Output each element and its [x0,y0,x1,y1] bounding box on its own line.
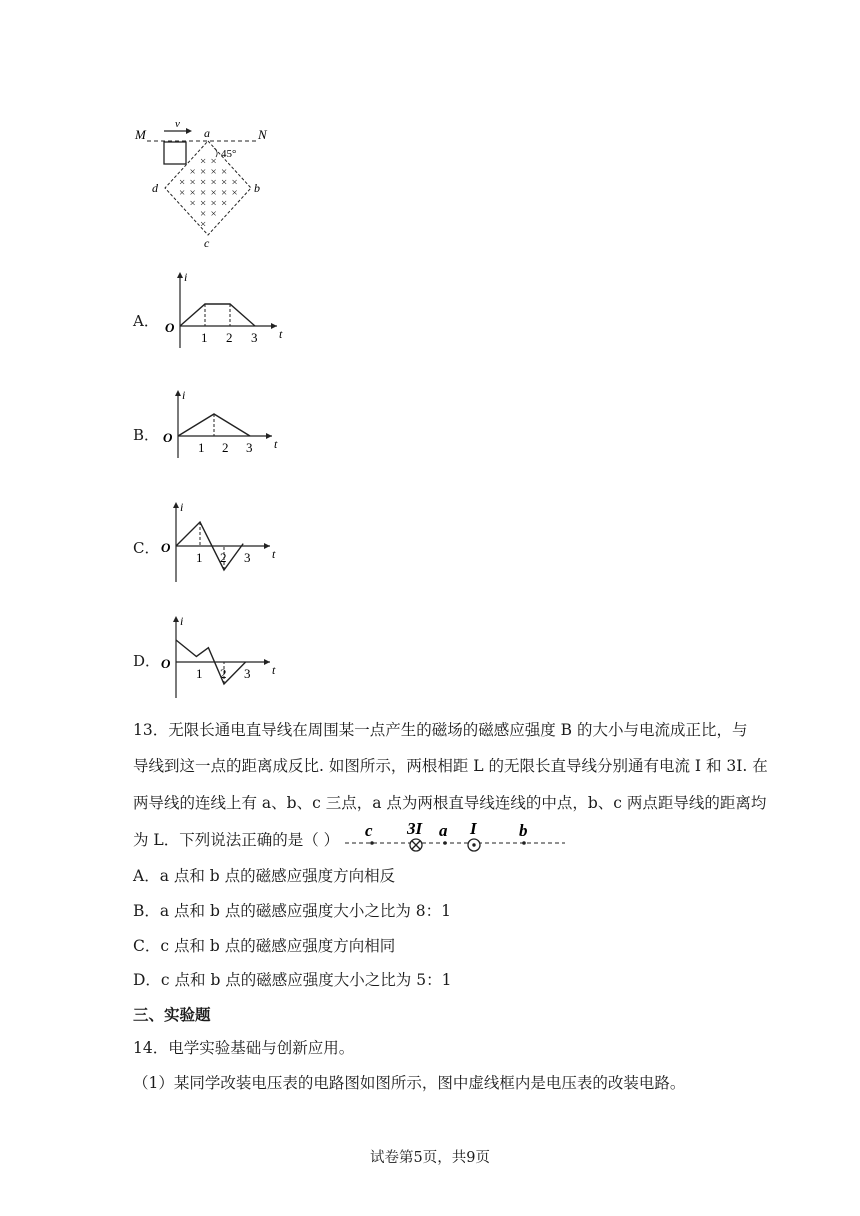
wires-figure [345,818,570,854]
label-angle: 45° [221,148,237,160]
q13-line-3: 两导线的连线上有 a、b、c 三点，a 点为两根直导线连线的中点，b、c 两点距导线的距离均 [133,794,767,812]
i-axis-arrow [177,272,183,278]
t-axis-arrow [266,433,272,439]
t-label: t [272,663,276,677]
cross-mark: × [200,197,207,210]
t-axis-arrow [264,543,270,549]
q13-option-c: C．c 点和 b 点的磁感应强度方向相同 [133,937,396,955]
q13-option-b: B．a 点和 b 点的磁感应强度大小之比为 8：1 [133,902,451,920]
cross-mark: × [210,176,217,189]
tick-label: 1 [196,550,203,565]
q14-line-1: 14．电学实验基础与创新应用。 [133,1039,355,1057]
cross-mark: × [200,187,207,199]
cross-mark: × [189,166,196,178]
cross-mark: × [221,187,228,199]
square-loop [164,142,186,164]
cross-mark: × [200,218,207,231]
tick-label: 3 [244,666,251,681]
label-d: d [152,181,158,195]
label-c: c [204,236,210,250]
diamond-field [165,141,251,235]
option-a-letter: A． [133,312,159,330]
t-label: t [279,327,283,341]
tick-label: 2 [222,440,229,455]
cross-mark: × [189,187,196,199]
option-a-graph [160,268,290,350]
origin-label: O [161,656,171,671]
label-b: b [254,181,260,195]
tick-label: 2 [220,550,227,565]
cross-mark: × [179,187,186,199]
tick-label: 2 [220,666,227,681]
option-d-letter: D． [133,652,161,670]
option-d-graph [160,612,290,700]
cross-mark: × [231,176,238,189]
origin-label: O [161,540,171,555]
q13-line-4: 为 L．下列说法正确的是（ ） [133,831,340,849]
cross-mark: × [189,176,196,189]
cross-mark: × [221,197,228,210]
t-axis-arrow [264,659,270,665]
cross-mark: × [221,176,228,189]
t-label: t [272,547,276,561]
tick-label: 3 [246,440,253,455]
cross-mark: × [189,197,196,210]
cross-mark: × [210,155,217,168]
cross-mark: × [200,166,207,178]
label-a: a [204,126,210,140]
origin-label: O [165,320,175,335]
tick-label: 3 [251,330,258,345]
label-c2: c [365,821,373,840]
loop-field-figure [130,118,280,253]
label-3I: 3I [407,819,423,838]
i-axis-arrow [173,616,179,622]
q13-line-1: 13．无限长通电直导线在周围某一点产生的磁场的磁感应强度 B 的大小与电流成正比，与 [133,721,748,739]
section-heading: 三、实验题 [133,1005,211,1024]
q13-line-2: 导线到这一点的距离成反比. 如图所示，两根相距 L 的无限长直导线分别通有电流 I 和 3I. 在 [133,757,768,775]
label-I: I [470,819,477,838]
tick-label: 1 [198,440,205,455]
cross-mark: × [210,208,217,220]
tick-label: 3 [244,550,251,565]
option-b-letter: B． [133,426,160,444]
cross-mark: × [200,176,207,189]
q13-option-a: A．a 点和 b 点的磁感应强度方向相反 [133,867,396,885]
q14-line-2: （1）某同学改装电压表的电路图如图所示，图中虚线框内是电压表的改装电路。 [133,1074,686,1092]
label-v: v [175,118,180,130]
q13-option-d: D．c 点和 b 点的磁感应强度大小之比为 5：1 [133,971,452,989]
i-axis-arrow [173,502,179,508]
cross-mark: × [200,208,207,220]
cross-mark: × [221,166,228,178]
i-axis-arrow [175,390,181,396]
i-label: i [180,614,184,628]
field-crosses [179,156,238,231]
option-b-graph [160,386,290,468]
t-label: t [274,437,278,451]
label-b2: b [519,821,528,840]
cross-mark: × [200,155,207,168]
label-N: N [258,127,267,142]
tick-label: 2 [226,330,233,345]
cross-mark: × [210,187,217,199]
cross-mark: × [210,166,217,178]
page-footer: 试卷第5页，共9页 [370,1150,490,1166]
label-a2: a [439,821,448,840]
i-label: i [180,500,184,514]
origin-label: O [163,430,173,445]
option-c-letter: C． [133,539,160,557]
tick-label: 1 [201,330,208,345]
label-M: M [135,127,146,142]
i-label: i [182,388,186,402]
tick-label: 1 [196,666,203,681]
cross-mark: × [210,197,217,210]
cross-mark: × [231,187,238,199]
t-axis-arrow [271,323,277,329]
current-curve [180,304,255,326]
cross-mark: × [179,176,186,189]
option-c-graph [160,498,290,586]
i-label: i [184,270,188,284]
